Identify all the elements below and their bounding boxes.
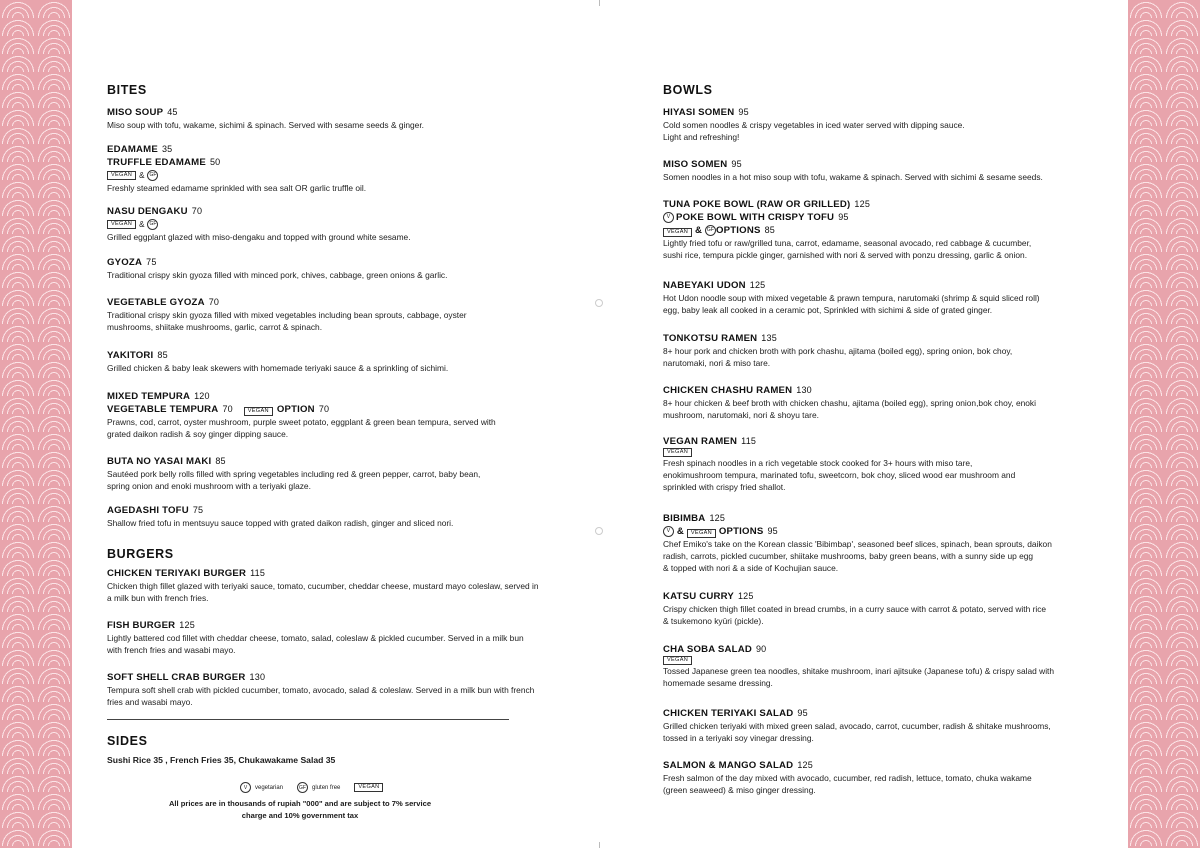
item-description: sushi rice, tempura pickle ginger, garnished with nori & served with ponzu dressing, garlic & onion. <box>663 250 1028 260</box>
vegan-badge: VEGAN <box>663 228 692 237</box>
item-price: 95 <box>731 159 742 169</box>
fold-mark-bottom <box>599 842 600 848</box>
section-divider <box>107 719 509 720</box>
item-price: 120 <box>194 391 210 401</box>
item-name: AGEDASHI TOFU <box>107 505 189 516</box>
menu-item-nabeyaki-udon <box>663 279 1103 316</box>
item-description: Hot Udon noodle soup with mixed vegetable & prawn tempura, narutomaki (shrimp & squid sliced roll) <box>663 293 1040 303</box>
item-description: Grilled eggplant glazed with miso-dengaku and topped with ground white sesame. <box>107 232 411 242</box>
item-description: Shallow fried tofu in mentsuyu sauce topped with grated daikon radish, ginger and sliced nori. <box>107 518 454 528</box>
item-name: BUTA NO YASAI MAKI <box>107 456 212 467</box>
item-description: with french fries and wasabi mayo. <box>107 645 236 655</box>
vegan-badge: VEGAN <box>107 171 136 180</box>
vegan-badge: VEGAN <box>354 783 383 792</box>
item-price: 115 <box>250 568 266 578</box>
item-description: Cold somen noodles & crispy vegetables in iced water served with dipping sauce. <box>663 120 965 130</box>
item-price: 70 <box>208 297 220 307</box>
item-description: egg, baby leak all cooked in a ceramic pot, Sprinkled with sichimi & side of grated ginger. <box>663 305 993 315</box>
menu-item-chicken-chashu-ramen <box>663 384 1103 421</box>
menu-item-salmon-mango-salad <box>663 759 1103 796</box>
item-price: 125 <box>737 591 754 601</box>
item-price: 90 <box>755 644 767 654</box>
menu-item-katsu-curry <box>663 590 1103 627</box>
vegan-badge: VEGAN <box>663 448 692 457</box>
options-label: OPTIONS <box>718 526 764 537</box>
menu-item-gyoza <box>107 256 587 281</box>
menu-item-cha-soba-salad <box>663 643 1103 689</box>
item-description: mushrooms, shiitake mushrooms, garlic, carrot & spinach. <box>107 322 323 332</box>
dietary-legend <box>240 782 383 793</box>
item-description: spring onion and enoki mushroom with a teriyaki glaze. <box>107 481 311 491</box>
menu-item-chicken-teriyaki-salad <box>663 707 1103 744</box>
legend-vegetarian: vegetarian <box>255 784 284 791</box>
item-description: Freshly steamed edamame sprinkled with sea salt OR garlic truffle oil. <box>107 183 367 193</box>
option-price: 70 <box>318 404 330 414</box>
gluten-free-icon: GF <box>147 170 158 181</box>
menu-item-soft-shell-crab-burger <box>107 671 587 708</box>
menu-item-fish-burger <box>107 619 587 656</box>
item-description: 8+ hour chicken & beef broth with chicken chashu, ajitama (boiled egg), spring onion,bok choy, enoki <box>663 398 1036 408</box>
item-name: SOFT SHELL CRAB BURGER <box>107 672 246 683</box>
item-name: TUNA POKE BOWL (RAW OR GRILLED) <box>663 199 851 210</box>
item-price: 135 <box>761 333 777 343</box>
item-price: 70 <box>191 206 203 216</box>
item-description: a milk bun with french fries. <box>107 593 209 603</box>
item-description: & tsukemono kyūri (pickle). <box>663 616 764 626</box>
item-description: tossed in a teriyaki soy vinegar dressing. <box>663 733 814 743</box>
item-price: 125 <box>709 513 726 523</box>
item-description: Traditional crispy skin gyoza filled with minced pork, chives, cabbage, green onions & garlic. <box>107 270 448 280</box>
item-description: Prawns, cod, carrot, oyster mushroom, purple sweet potato, eggplant & green bean tempura, served with <box>107 417 496 427</box>
item-price: 125 <box>797 760 813 770</box>
item-name: CHA SOBA SALAD <box>663 644 752 655</box>
menu-item-hiyasi-somen <box>663 106 1103 143</box>
menu-item-miso-somen <box>663 158 1103 183</box>
item-price: 50 <box>209 157 221 167</box>
menu-item-tuna-poke-bowl: TUNA POKE BOWL (RAW OR GRILLED) 125 V POKE BOWL WITH CRISPY TOFU 95 VEGAN & GF OPTIONS 85 Lightly fried tofu or raw/grilled tuna, carrot, edamame, seasonal avocado, red cabbage & cucumber, sushi rice, tempura pickle ginger, garnished with nori & served with ponzu dressing, garlic & onion. <box>663 198 1103 261</box>
vegetarian-icon: V <box>240 782 251 793</box>
fold-mark-top <box>599 0 600 6</box>
item-description: Lightly battered cod fillet with cheddar cheese, tomato, salad, coleslaw & pickled cucumber. Served in a milk bun <box>107 633 524 643</box>
item-price: 95 <box>838 212 849 222</box>
menu-item-edamame: EDAMAME 35 TRUFFLE EDAMAME 50 VEGAN & GF Freshly steamed edamame sprinkled with sea salt OR garlic truffle oil. <box>107 143 587 194</box>
item-description: enokimushroom tempura, marinated tofu, sweetcorn, bok choy, sliced wood ear mushroom and <box>663 470 1016 480</box>
menu-item-vegetable-gyoza <box>107 296 587 333</box>
item-name: CHICKEN CHASHU RAMEN <box>663 385 793 396</box>
item-description: radish, carrots, pickled cucumber, shiitake mushrooms, baby green beans, with a sunny side up egg <box>663 551 1034 561</box>
vegetarian-icon: V <box>663 526 674 537</box>
item-name: TRUFFLE EDAMAME <box>107 157 206 168</box>
item-name: BIBIMBA <box>663 513 706 524</box>
item-name: MISO SOUP <box>107 107 164 118</box>
item-name: SALMON & MANGO SALAD <box>663 760 794 771</box>
fold-hole <box>595 527 603 535</box>
item-description: homemade sesame dressing. <box>663 678 773 688</box>
item-name: VEGETABLE TEMPURA <box>107 404 219 415</box>
item-description: (green seaweed) & miso ginger dressing. <box>663 785 816 795</box>
item-price: 70 <box>222 404 233 414</box>
item-description: 8+ hour pork and chicken broth with pork chashu, ajitama (boiled egg), spring onion, bok choy, <box>663 346 1013 356</box>
item-name: YAKITORI <box>107 350 154 361</box>
menu-item-mixed-tempura <box>107 390 587 440</box>
item-price: 35 <box>161 144 173 154</box>
price-note: All prices are in thousands of rupiah "000" and are subject to 7% service charge and 10% government tax <box>168 799 432 820</box>
vegan-badge: VEGAN <box>687 529 716 538</box>
item-description: Fresh spinach noodles in a rich vegetable stock cooked for 3+ hours with miso tare, <box>663 458 973 468</box>
item-name: POKE BOWL WITH CRISPY TOFU <box>676 212 835 223</box>
item-description: Somen noodles in a hot miso soup with tofu, wakame & spinach. Served with sichimi & sesame seeds. <box>663 172 1043 182</box>
item-name: CHICKEN TERIYAKI BURGER <box>107 568 247 579</box>
item-name: MIXED TEMPURA <box>107 391 191 402</box>
item-description: Crispy chicken thigh fillet coated in bread crumbs, in a curry sauce with carrot & potato, served with rice <box>663 604 1047 614</box>
item-description: narutomaki, nori & miso tare. <box>663 358 771 368</box>
menu-item-bibimba: BIBIMBA 125 V & VEGAN OPTIONS 95 Chef Emiko's take on the Korean classic 'Bibimbap', seasoned beef slices, spinach, bean sprouts, daikon radish, carrots, pickled cucumber, shiitake mushrooms, baby green beans, with a sunny side up egg & topped with nori & a side of Kochujian sauce. <box>663 512 1103 574</box>
item-description: Sautéed pork belly rolls filled with spring vegetables including red & green pepper, carrot, baby bean, <box>107 469 481 479</box>
item-description: Lightly fried tofu or raw/grilled tuna, carrot, edamame, seasonal avocado, red cabbage & cucumber, <box>663 238 1032 248</box>
item-price: 130 <box>796 385 812 395</box>
item-name: NABEYAKI UDON <box>663 280 746 291</box>
item-price: 115 <box>741 436 757 446</box>
item-price: 95 <box>797 708 808 718</box>
item-price: 130 <box>249 672 266 682</box>
fold-hole <box>595 299 603 307</box>
item-price: 95 <box>738 107 749 117</box>
item-description: grated daikon radish & soy ginger dipping sauce. <box>107 429 289 439</box>
item-description: Chef Emiko's take on the Korean classic 'Bibimbap', seasoned beef slices, spinach, bean sprouts, daikon <box>663 539 1052 549</box>
legend-gluten-free: gluten free <box>312 784 341 791</box>
item-price: 85 <box>215 456 226 466</box>
item-price: 125 <box>749 280 766 290</box>
item-description: & topped with nori & a side of Kochujian sauce. <box>663 563 839 573</box>
menu-item-miso-soup <box>107 106 587 131</box>
item-name: CHICKEN TERIYAKI SALAD <box>663 708 794 719</box>
item-name: VEGETABLE GYOZA <box>107 297 205 308</box>
section-title-bites: BITES <box>107 83 147 97</box>
menu-item-vegan-ramen <box>663 435 1103 493</box>
item-description: Tossed Japanese green tea noodles, shitake mushroom, inari ajitsuke (Japanese tofu) & crispy salad with <box>663 666 1055 676</box>
section-title-burgers: BURGERS <box>107 547 174 561</box>
menu-item-agedashi-tofu <box>107 504 587 529</box>
item-name: GYOZA <box>107 257 143 268</box>
gluten-free-icon: GF <box>705 225 716 236</box>
item-description: fries and wasabi mayo. <box>107 697 193 707</box>
item-description: mushroom, narutomaki, nori & shoyu tare. <box>663 410 819 420</box>
item-name: MISO SOMEN <box>663 159 728 170</box>
sides-list: Sushi Rice 35 , French Fries 35, Chukawakame Salad 35 <box>107 755 336 765</box>
item-description: Grilled chicken teriyaki with mixed green salad, avocado, carrot, cucumber, radish & shitake mushrooms, <box>663 721 1051 731</box>
item-price: 45 <box>167 107 178 117</box>
item-name: VEGAN RAMEN <box>663 436 738 447</box>
item-price: 85 <box>157 350 168 360</box>
item-description: Tempura soft shell crab with pickled cucumber, tomato, avocado, salad & coleslaw. Served in a milk bun with french <box>107 685 535 695</box>
decorative-wave-band-right <box>1128 0 1200 848</box>
item-description: Fresh salmon of the day mixed with avocado, cucumber, red radish, lettuce, tomato, chuka wakame <box>663 773 1032 783</box>
decorative-wave-band-left <box>0 0 72 848</box>
item-price: 75 <box>146 257 157 267</box>
item-description: Chicken thigh fillet glazed with teriyaki sauce, tomato, cucumber, cheddar cheese, mustard mayo coleslaw, served in <box>107 581 539 591</box>
vegan-badge: VEGAN <box>107 220 136 229</box>
vegan-badge: VEGAN <box>244 407 273 416</box>
gluten-free-icon: GF <box>297 782 308 793</box>
menu-item-chicken-teriyaki-burger <box>107 567 587 604</box>
item-price: 125 <box>179 620 195 630</box>
item-description: Miso soup with tofu, wakame, sichimi & spinach. Served with sesame seeds & ginger. <box>107 120 424 130</box>
item-description: Traditional crispy skin gyoza filled with mixed vegetables including bean sprouts, cabbage, oyster <box>107 310 467 320</box>
menu-item-buta-no-yasai-maki <box>107 455 587 492</box>
menu-item-nasu-dengaku: NASU DENGAKU 70 VEGAN & GF Grilled eggplant glazed with miso-dengaku and topped with ground white sesame. <box>107 205 587 243</box>
item-price: 75 <box>192 505 204 515</box>
options-price: 95 <box>767 526 778 536</box>
section-title-sides: SIDES <box>107 734 148 748</box>
gluten-free-icon: GF <box>147 219 158 230</box>
item-name: KATSU CURRY <box>663 591 734 602</box>
item-name: NASU DENGAKU <box>107 206 188 217</box>
item-description: Light and refreshing! <box>663 132 740 142</box>
section-title-bowls: BOWLS <box>663 83 713 97</box>
item-name: FISH BURGER <box>107 620 176 631</box>
vegetarian-icon: V <box>663 212 674 223</box>
item-description: Grilled chicken & baby leak skewers with homemade teriyaki sauce & a sprinkling of sichimi. <box>107 363 449 373</box>
options-label: OPTIONS <box>715 225 761 236</box>
options-price: 85 <box>764 225 775 235</box>
item-name: TONKOTSU RAMEN <box>663 333 758 344</box>
item-name: HIYASI SOMEN <box>663 107 735 118</box>
menu-item-tonkotsu-ramen <box>663 332 1103 369</box>
option-label: OPTION <box>276 404 315 415</box>
item-price: 125 <box>854 199 871 209</box>
vegan-badge: VEGAN <box>663 656 692 665</box>
menu-item-yakitori <box>107 349 587 374</box>
item-name: EDAMAME <box>107 144 158 155</box>
item-description: sprinkled with crispy fried shallot. <box>663 482 786 492</box>
